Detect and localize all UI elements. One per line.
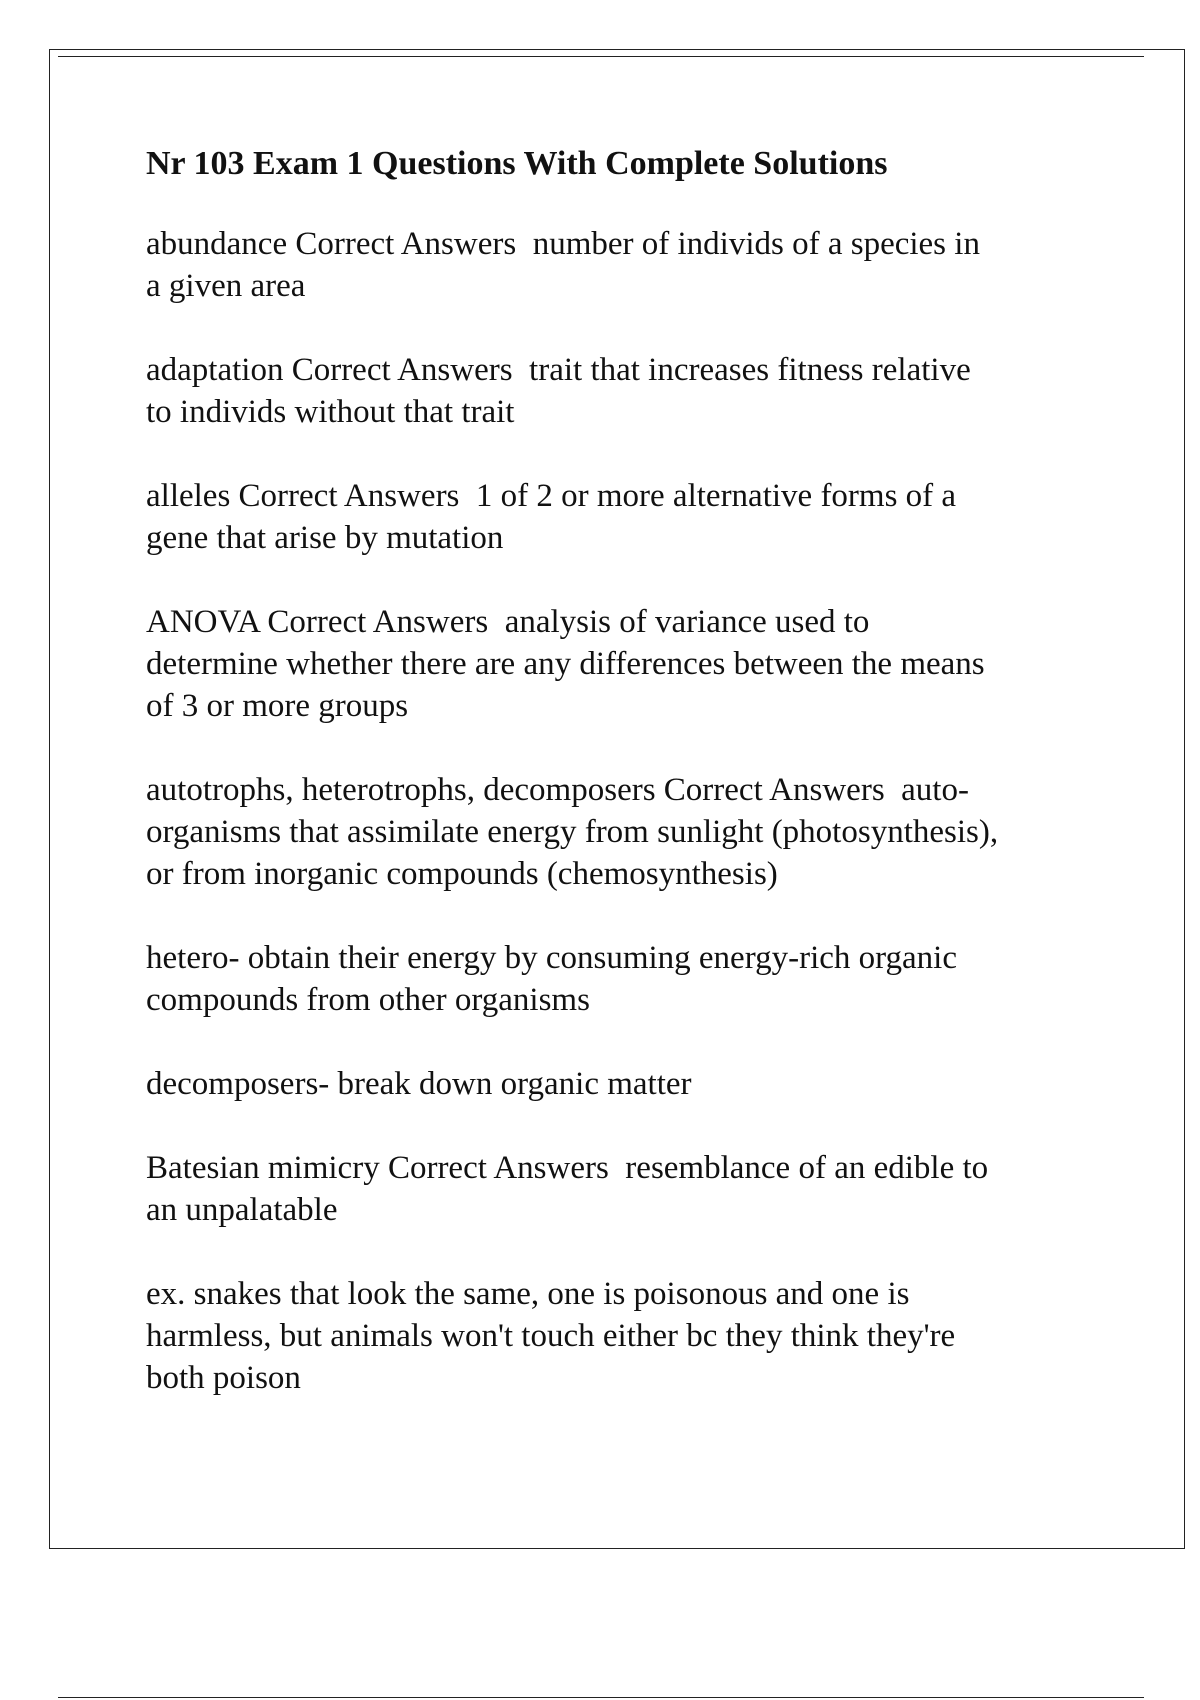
- entry-decomposers: decomposers- break down organic matter: [146, 1066, 692, 1102]
- entry-batesian-mimicry: Batesian mimicry Correct Answers resemblance of an edible to an unpalatable: [146, 1150, 989, 1228]
- document-body: [146, 143, 1106, 1441]
- entry-heterotrophs: hetero- obtain their energy by consuming energy-rich organic compounds from other organisms: [146, 940, 957, 1018]
- bottom-rule: [58, 1697, 1144, 1698]
- entry-alleles: alleles Correct Answers 1 of 2 or more alternative forms of a gene that arise by mutation: [146, 478, 957, 556]
- document-title: Nr 103 Exam 1 Questions With Complete Solutions: [146, 145, 888, 182]
- entry-adaptation: adaptation Correct Answers trait that increases fitness relative to individs without that trait: [146, 352, 971, 430]
- entry-autotrophs: autotrophs, heterotrophs, decomposers Correct Answers auto- organisms that assimilate energy from sunlight (photosynthesis), or from inorganic compounds (chemosynthesis): [146, 772, 999, 892]
- entry-abundance: abundance Correct Answers number of individs of a species in a given area: [146, 226, 980, 304]
- entry-anova: ANOVA Correct Answers analysis of variance used to determine whether there are any differences between the means of 3 or more groups: [146, 604, 985, 724]
- top-rule: [58, 56, 1144, 57]
- entry-batesian-example: ex. snakes that look the same, one is poisonous and one is harmless, but animals won't touch either bc they think they're both poison: [146, 1276, 956, 1396]
